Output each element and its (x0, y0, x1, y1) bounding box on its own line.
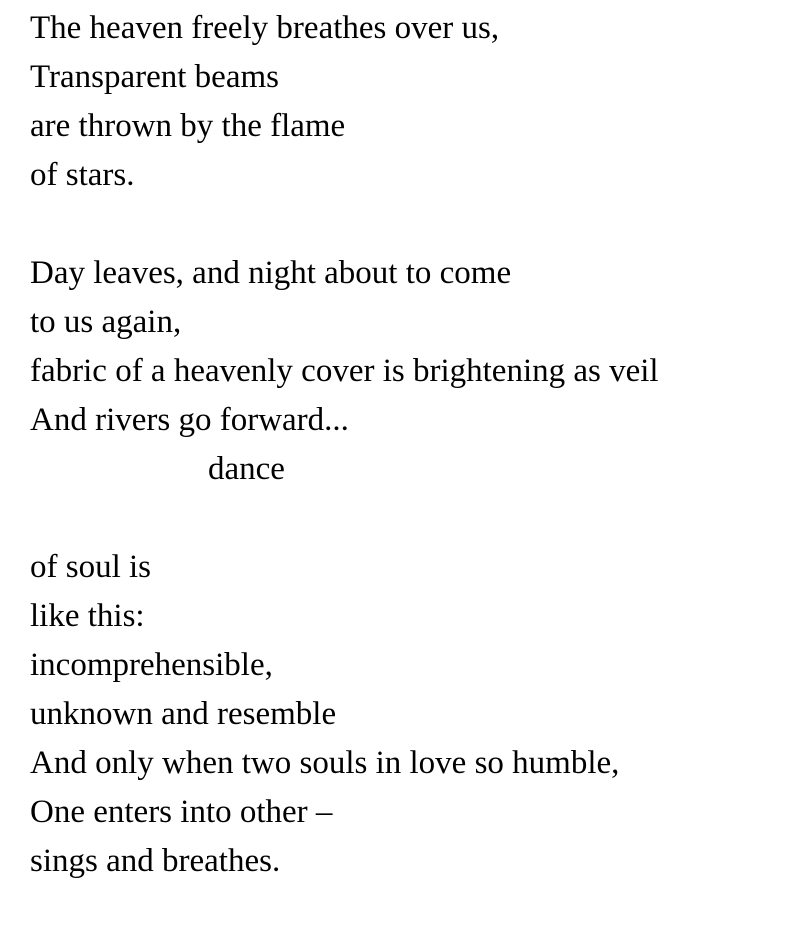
poem-line: Day leaves, and night about to come (30, 255, 512, 291)
stanza-break (30, 494, 659, 543)
poem-line: like this: (30, 598, 145, 634)
poem-line: One enters into other – (30, 794, 333, 830)
poem-line: of soul is (30, 549, 152, 585)
poem-line: sings and breathes. (30, 843, 281, 879)
poem-line: incomprehensible, (30, 647, 273, 683)
poem-line: fabric of a heavenly cover is brightening as veil (30, 353, 659, 389)
poem-line-indented: dance (208, 451, 285, 487)
stanza-break (30, 200, 659, 249)
poem-text (30, 4, 659, 886)
poem-line: of stars. (30, 157, 135, 193)
poem-line: are thrown by the flame (30, 108, 346, 144)
poem-line: to us again, (30, 304, 182, 340)
poem-line: Transparent beams (30, 59, 279, 95)
poem-line: The heaven freely breathes over us, (30, 10, 500, 46)
poem-line: unknown and resemble (30, 696, 337, 732)
poem-line: And rivers go forward... (30, 402, 349, 438)
poem-line: And only when two souls in love so humble, (30, 745, 620, 781)
